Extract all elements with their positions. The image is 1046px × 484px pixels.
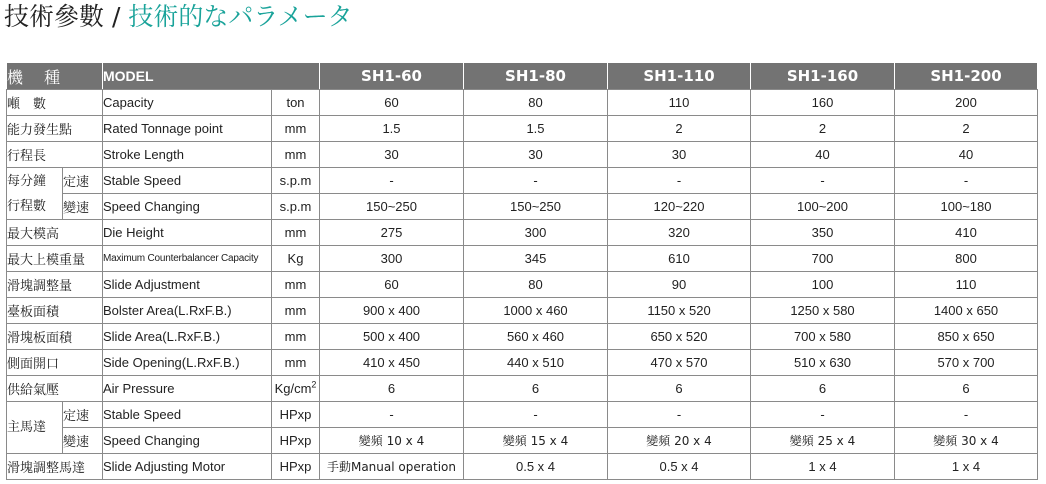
table-row bbox=[7, 142, 1038, 168]
row-label-zh: 能力發生點 bbox=[7, 116, 103, 142]
value-cell: 500 x 400 bbox=[320, 324, 464, 350]
value-cell: - bbox=[751, 402, 895, 428]
value-cell: 320 bbox=[608, 220, 751, 246]
row-label-zh: 側面開口 bbox=[7, 350, 103, 376]
value-cell: 440 x 510 bbox=[464, 350, 608, 376]
row-unit: mm bbox=[272, 142, 320, 168]
value-cell: 1400 x 650 bbox=[895, 298, 1038, 324]
value-cell: 275 bbox=[320, 220, 464, 246]
table-row bbox=[7, 194, 1038, 220]
title-japanese: 技術的なパラメータ bbox=[128, 2, 353, 31]
row-sub-label: 變速 bbox=[63, 428, 103, 454]
page-title bbox=[4, 0, 353, 34]
table-row bbox=[7, 220, 1038, 246]
value-cell: - bbox=[751, 168, 895, 194]
table-row bbox=[7, 428, 1038, 454]
row-label-en: Air Pressure bbox=[103, 376, 272, 402]
value-cell: 2 bbox=[608, 116, 751, 142]
row-label-en: Bolster Area(L.RxF.B.) bbox=[103, 298, 272, 324]
value-cell: 110 bbox=[895, 272, 1038, 298]
value-cell: 100~180 bbox=[895, 194, 1038, 220]
value-cell: 1250 x 580 bbox=[751, 298, 895, 324]
value-cell: 90 bbox=[608, 272, 751, 298]
value-cell: 40 bbox=[895, 142, 1038, 168]
value-cell: 變頻 30 x 4 bbox=[895, 428, 1038, 454]
value-cell: 300 bbox=[464, 220, 608, 246]
value-cell: 200 bbox=[895, 90, 1038, 116]
row-label-zh: 最大模高 bbox=[7, 220, 103, 246]
table-row bbox=[7, 246, 1038, 272]
value-cell: 560 x 460 bbox=[464, 324, 608, 350]
row-label-zh: 噸 數 bbox=[7, 90, 103, 116]
row-group-label: 主馬達 bbox=[7, 402, 63, 454]
value-cell: 1 x 4 bbox=[751, 454, 895, 480]
row-label-zh: 行程長 bbox=[7, 142, 103, 168]
value-cell: 120~220 bbox=[608, 194, 751, 220]
table-row bbox=[7, 350, 1038, 376]
row-unit: s.p.m bbox=[272, 194, 320, 220]
row-label-en: Side Opening(L.RxF.B.) bbox=[103, 350, 272, 376]
row-label-en: Speed Changing bbox=[103, 194, 272, 220]
value-cell: 650 x 520 bbox=[608, 324, 751, 350]
value-cell: 110 bbox=[608, 90, 751, 116]
value-cell: 100 bbox=[751, 272, 895, 298]
row-unit: s.p.m bbox=[272, 168, 320, 194]
value-cell: 60 bbox=[320, 272, 464, 298]
row-unit bbox=[272, 376, 320, 402]
row-unit: ton bbox=[272, 90, 320, 116]
value-cell: 610 bbox=[608, 246, 751, 272]
value-cell: 300 bbox=[320, 246, 464, 272]
table-row bbox=[7, 168, 1038, 194]
unit-superscript: 2 bbox=[311, 379, 317, 390]
row-label-en: Maximum Counterbalancer Capacity bbox=[103, 246, 272, 272]
header-item: 機 種 bbox=[7, 63, 103, 90]
row-unit: mm bbox=[272, 298, 320, 324]
value-cell: 150~250 bbox=[320, 194, 464, 220]
value-cell: 700 x 580 bbox=[751, 324, 895, 350]
title-separator: / bbox=[104, 2, 129, 31]
value-cell: 30 bbox=[320, 142, 464, 168]
value-cell: 900 x 400 bbox=[320, 298, 464, 324]
value-cell: 0.5 x 4 bbox=[608, 454, 751, 480]
value-cell: 6 bbox=[464, 376, 608, 402]
row-group-label-line1: 每分鐘 bbox=[7, 173, 47, 189]
row-label-zh: 供給氣壓 bbox=[7, 376, 103, 402]
table-row bbox=[7, 454, 1038, 480]
header-model: MODEL bbox=[103, 63, 320, 90]
value-cell: 變頻 20 x 4 bbox=[608, 428, 751, 454]
row-label-zh: 滑塊調整馬達 bbox=[7, 454, 103, 480]
value-cell: - bbox=[608, 168, 751, 194]
row-unit: HPxp bbox=[272, 402, 320, 428]
value-cell: 1 x 4 bbox=[895, 454, 1038, 480]
value-cell: - bbox=[895, 168, 1038, 194]
value-cell: 410 bbox=[895, 220, 1038, 246]
value-cell: - bbox=[464, 402, 608, 428]
value-cell: 6 bbox=[320, 376, 464, 402]
value-cell: 160 bbox=[751, 90, 895, 116]
value-cell: 80 bbox=[464, 90, 608, 116]
value-cell: 570 x 700 bbox=[895, 350, 1038, 376]
row-label-en: Speed Changing bbox=[103, 428, 272, 454]
row-unit: HPxp bbox=[272, 428, 320, 454]
value-cell: 變頻 25 x 4 bbox=[751, 428, 895, 454]
title-chinese: 技術參數 bbox=[4, 2, 105, 31]
row-sub-label: 定速 bbox=[63, 168, 103, 194]
value-cell: 1.5 bbox=[320, 116, 464, 142]
row-label-en: Slide Adjustment bbox=[103, 272, 272, 298]
value-cell: 6 bbox=[751, 376, 895, 402]
row-label-zh: 滑塊板面積 bbox=[7, 324, 103, 350]
spec-table bbox=[6, 62, 1038, 480]
row-label-en: Die Height bbox=[103, 220, 272, 246]
value-cell: 1000 x 460 bbox=[464, 298, 608, 324]
table-row bbox=[7, 272, 1038, 298]
row-label-zh: 最大上模重量 bbox=[7, 246, 103, 272]
row-label-zh: 滑塊調整量 bbox=[7, 272, 103, 298]
table-row bbox=[7, 324, 1038, 350]
value-cell: 手動Manual operation bbox=[320, 454, 464, 480]
row-unit: mm bbox=[272, 324, 320, 350]
row-unit: mm bbox=[272, 220, 320, 246]
value-cell: 6 bbox=[608, 376, 751, 402]
value-cell: - bbox=[608, 402, 751, 428]
table-row bbox=[7, 90, 1038, 116]
value-cell: 40 bbox=[751, 142, 895, 168]
header-row bbox=[7, 63, 1038, 90]
row-label-en: Stable Speed bbox=[103, 402, 272, 428]
header-model-col: SH1-80 bbox=[464, 63, 608, 90]
row-label-en: Slide Adjusting Motor bbox=[103, 454, 272, 480]
table-row bbox=[7, 298, 1038, 324]
value-cell: 850 x 650 bbox=[895, 324, 1038, 350]
row-sub-label: 定速 bbox=[63, 402, 103, 428]
header-model-col: SH1-110 bbox=[608, 63, 751, 90]
header-model-col: SH1-200 bbox=[895, 63, 1038, 90]
value-cell: 510 x 630 bbox=[751, 350, 895, 376]
row-unit: mm bbox=[272, 116, 320, 142]
row-label-en: Capacity bbox=[103, 90, 272, 116]
row-label-zh: 臺板面積 bbox=[7, 298, 103, 324]
row-unit: mm bbox=[272, 272, 320, 298]
table-row bbox=[7, 116, 1038, 142]
unit-text: Kg/cm bbox=[274, 381, 312, 396]
row-label-en: Stable Speed bbox=[103, 168, 272, 194]
value-cell: 6 bbox=[895, 376, 1038, 402]
row-group-label bbox=[7, 168, 63, 220]
value-cell: 30 bbox=[608, 142, 751, 168]
value-cell: 變頻 10 x 4 bbox=[320, 428, 464, 454]
value-cell: 350 bbox=[751, 220, 895, 246]
value-cell: 1150 x 520 bbox=[608, 298, 751, 324]
value-cell: - bbox=[320, 402, 464, 428]
row-unit: HPxp bbox=[272, 454, 320, 480]
row-label-en: Stroke Length bbox=[103, 142, 272, 168]
value-cell: - bbox=[320, 168, 464, 194]
value-cell: 60 bbox=[320, 90, 464, 116]
value-cell: 變頻 15 x 4 bbox=[464, 428, 608, 454]
value-cell: 410 x 450 bbox=[320, 350, 464, 376]
value-cell: 2 bbox=[751, 116, 895, 142]
value-cell: 100~200 bbox=[751, 194, 895, 220]
value-cell: - bbox=[895, 402, 1038, 428]
header-model-col: SH1-60 bbox=[320, 63, 464, 90]
row-unit: mm bbox=[272, 350, 320, 376]
value-cell: 150~250 bbox=[464, 194, 608, 220]
row-unit: Kg bbox=[272, 246, 320, 272]
header-model-col: SH1-160 bbox=[751, 63, 895, 90]
value-cell: 345 bbox=[464, 246, 608, 272]
table-row bbox=[7, 402, 1038, 428]
row-group-label-line2: 行程數 bbox=[7, 198, 47, 214]
value-cell: 0.5 x 4 bbox=[464, 454, 608, 480]
row-label-en: Slide Area(L.RxF.B.) bbox=[103, 324, 272, 350]
value-cell: 80 bbox=[464, 272, 608, 298]
value-cell: 800 bbox=[895, 246, 1038, 272]
value-cell: 30 bbox=[464, 142, 608, 168]
table-row bbox=[7, 376, 1038, 402]
row-sub-label: 變速 bbox=[63, 194, 103, 220]
value-cell: 2 bbox=[895, 116, 1038, 142]
value-cell: 1.5 bbox=[464, 116, 608, 142]
row-label-en: Rated Tonnage point bbox=[103, 116, 272, 142]
value-cell: 700 bbox=[751, 246, 895, 272]
value-cell: - bbox=[464, 168, 608, 194]
value-cell: 470 x 570 bbox=[608, 350, 751, 376]
